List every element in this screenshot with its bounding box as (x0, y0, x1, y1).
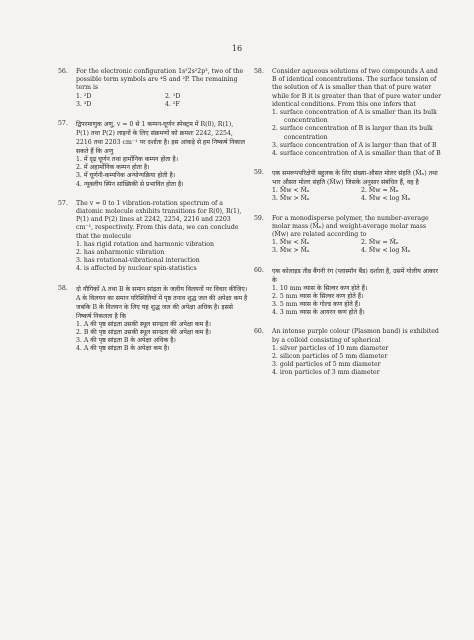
answer-option: 4. 3 mm व्यास के आयरन कण होते हैं। (272, 309, 365, 317)
answer-option: 2. has anharmonic vibration (76, 249, 165, 257)
options-list (272, 239, 444, 255)
answer-option: 3. में घूर्णनी-कम्पनिक अन्योन्यक्रिया होती है। (76, 172, 176, 180)
answer-option: 1. has rigid rotation and harmonic vibration (76, 240, 214, 248)
answer-option: 4. ²F (165, 100, 180, 108)
right-column (254, 68, 444, 389)
answer-option: 2. 5 mm व्यास के सिल्वर कण होते हैं। (272, 292, 364, 300)
answer-option: 1. M̄w < M̄ₙ (272, 187, 310, 195)
answer-option: 2. surface concentration of B is larger than its bulk concentration (272, 125, 433, 141)
options-list (76, 93, 248, 109)
answer-option: 1. ²D (76, 92, 92, 100)
answer-option: 4. A की पृष्ठ सांद्रता B के अपेक्षा कम है। (76, 345, 170, 353)
question-stem: द्विपरमाणुक अणु, v = 0 से 1 कम्पन-घूर्णन स्पेक्ट्रम में R(0), R(1), P(1) तथा P(2) लाइनों के लिए संक्रमणों को क्रमशः 2242, 2254, 2216 तथा 2203 cm⁻¹ पर दर्शाता है। इस आंकड़े से हम निष्कर्ष निकाल सकते हैं कि अणु (76, 121, 245, 156)
options-list (272, 109, 444, 158)
question-block (254, 328, 444, 377)
answer-option: 2. M̄w = M̄ₙ (361, 187, 399, 195)
answer-option: 4. surface concentration of A is smaller than that of B (272, 150, 441, 158)
question-block (58, 285, 248, 354)
answer-option: 2. M̄w = M̄ₙ (361, 239, 399, 247)
question-number: 59. (254, 214, 264, 222)
question-block (254, 267, 444, 318)
question-number: 58. (58, 284, 68, 292)
options-list (272, 285, 444, 318)
answer-option: 2. B की पृष्ठ सांद्रता उसकी स्थूल सान्द्रता की अपेक्षा कम है। (76, 328, 211, 336)
question-stem: एक समरूपपरिक्षेपी बहुलक के लिए संख्या-औसत मोलर संहति (M̄ₙ) तथा भार औसत मोलर संहति (M̄w) जिसके अनुसार संबंधित हैं, वह है (272, 170, 438, 187)
answer-option: 1. M̄w < M̄ₙ (272, 239, 310, 247)
answer-option: 3. gold particles of 5 mm diameter (272, 361, 381, 369)
answer-option: 4. M̄w < log M̄ₙ (361, 247, 411, 255)
answer-option: 4. iron particles of 3 mm diameter (272, 369, 380, 377)
question-number: 60. (254, 328, 264, 336)
question-number: 58. (254, 68, 264, 75)
answer-option: 4. न्यूक्लीय स्पिन सांख्यिकी से प्रभावित होता है। (76, 180, 184, 188)
answer-option: 3. M̄w > M̄ₙ (272, 247, 310, 255)
answer-option: 3. surface concentration of A is larger than that of B (272, 141, 437, 149)
question-block (254, 215, 444, 256)
options-list (76, 241, 248, 274)
answer-option: 3. M̄w > M̄ₙ (272, 195, 310, 203)
question-block (254, 68, 444, 158)
answer-option: 1. silver particles of 10 mm diameter (272, 344, 389, 352)
answer-option: 4. is affected by nuclear spin-statistics (76, 265, 197, 273)
question-stem: For the electronic configuration 1s²2s²2p³, two of the possible term symbols are ⁴S and ²P. The remaining term is (76, 68, 244, 92)
question-stem: एक कोलाइड तीव्र बैंगनी रंग (प्लास्मॉन बैंड) दर्शाता है, उसमें गोलीय आकार के (272, 267, 439, 284)
question-block (58, 200, 248, 274)
answer-option: 2. ¹D (165, 92, 181, 100)
question-stem: The v = 0 to 1 vibration-rotation spectrum of a diatomic molecule exhibits transitions for R(0), R(1), P(1) and P(2) lines at 2242, 2254, 2216 and 2203 cm⁻¹, respectively. From this data, we can conclude that the molecule (76, 199, 242, 240)
answer-option: 3. A की पृष्ठ सांद्रता B के अपेक्षा अधिक है। (76, 337, 176, 345)
answer-option: 3. has rotational-vibrational interaction (76, 257, 200, 265)
answer-option: 1. 10 mm व्यास के सिल्वर कण होते हैं। (272, 284, 368, 292)
answer-option: 4. M̄w < log M̄ₙ (361, 195, 411, 203)
question-number: 56. (58, 68, 68, 75)
answer-option: 1. में दृढ़ घूर्णन तथा हार्मोनिक कम्पन होता है। (76, 156, 179, 164)
question-stem: For a monodisperse polymer, the number-average molar mass (M̄ₙ) and weight-average molar mass (M̄w) are related according to (272, 214, 429, 239)
left-column (58, 68, 248, 364)
page-number: 16 (231, 44, 243, 53)
answer-option: 3. 5 mm व्यास के गोल्ड कण होते हैं। (272, 301, 361, 309)
options-list (272, 187, 444, 203)
question-stem: Consider aqueous solutions of two compounds A and B of identical concentrations. The surface tension of the solution of A is smaller than that of pure water while for B it is greater than that of pure water under identical conditions. From this one infers that (272, 68, 442, 108)
options-list (76, 321, 248, 354)
answer-option: 3. ³D (76, 100, 92, 108)
question-block (254, 169, 444, 203)
question-stem: दो यौगिकों A तथा B के समान सांद्रता के जलीय विलयनों पर विचार कीजिए। A के विलयन का समान परिस्थितियों में पृष्ठ तनाव शुद्ध जल की अपेक्षा कम है जबकि B के विलयन के लिए यह शुद्ध जल की अपेक्षा अधिक है। इससे निष्कर्ष निकलता है कि (76, 285, 248, 320)
question-number: 57. (58, 120, 68, 128)
question-number: 59. (254, 169, 264, 177)
answer-option: 1. A की पृष्ठ सांद्रता उसकी स्थूल सान्द्रता की अपेक्षा कम है। (76, 320, 211, 328)
question-stem: An intense purple colour (Plasmon band) is exhibited by a colloid consisting of spherical (272, 328, 439, 344)
question-block (58, 120, 248, 189)
answer-option: 2. में अहार्मोनिक कम्पन होता है। (76, 164, 150, 172)
question-block (58, 68, 248, 109)
answer-option: 1. surface concentration of A is smaller than its bulk concentration (272, 109, 437, 125)
options-list (76, 156, 248, 189)
question-number: 57. (58, 199, 68, 207)
question-number: 60. (254, 266, 264, 274)
options-list (272, 345, 444, 378)
answer-option: 2. silicon particles of 5 mm diameter (272, 353, 388, 361)
